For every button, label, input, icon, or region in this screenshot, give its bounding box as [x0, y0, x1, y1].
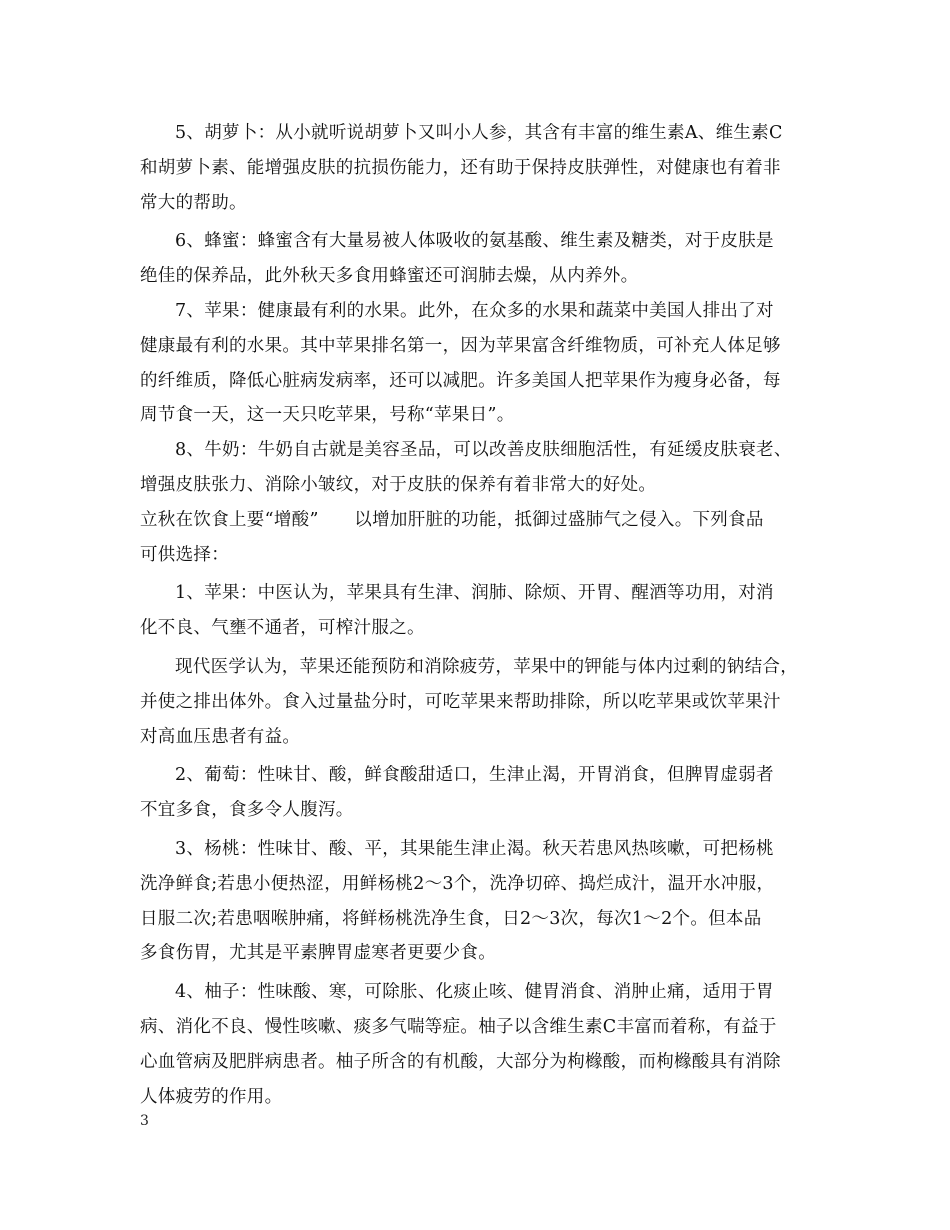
paragraph-line: 化不良、气壅不通者，可榨汁服之。: [140, 618, 425, 639]
paragraph-line: 现代医学认为，苹果还能预防和消除疲劳，苹果中的钾能与体内过剩的钠结合，: [175, 656, 798, 677]
paragraph-line: 的纤维质，降低心脏病发病率，还可以减肥。许多美国人把苹果作为瘦身必备，每: [140, 370, 781, 391]
paragraph-line: 心血管病及肥胖病患者。柚子所含的有机酸，大部分为枸橼酸，而枸橼酸具有消除: [140, 1051, 781, 1072]
paragraph-line: 周节食一天，这一天只吃苹果，号称“苹果日”。: [140, 405, 515, 426]
paragraph-line: 洗净鲜食;若患小便热涩，用鲜杨桃2～3个，洗净切碎、捣烂成汁，温开水冲服，: [140, 873, 775, 894]
paragraph-line: 常大的帮助。: [140, 192, 247, 213]
paragraph-line: 对高血压患者有益。: [140, 726, 301, 747]
paragraph-line: 人体疲劳的作用。: [140, 1086, 283, 1107]
paragraph-line: 6、蜂蜜：蜂蜜含有大量易被人体吸收的氨基酸、维生素及糖类，对于皮肤是: [175, 231, 774, 252]
paragraph-line: 绝佳的保养品，此外秋天多食用蜂蜜还可润肺去燥，从内养外。: [140, 266, 639, 287]
paragraph-line: 7、苹果：健康最有利的水果。此外，在众多的水果和蔬菜中美国人排出了对: [175, 300, 774, 321]
paragraph-line: 4、柚子：性味酸、寒，可除胀、化痰止咳、健胃消食、消肿止痛，适用于胃: [175, 982, 774, 1003]
paragraph-line: 8、牛奶：牛奶自古就是美容圣品，可以改善皮肤细胞活性，有延缓皮肤衰老、: [175, 440, 792, 461]
paragraph-line: 并使之排出体外。食入过量盐分时，可吃苹果来帮助排除，所以吃苹果或饮苹果汁: [140, 691, 781, 712]
paragraph-line: 5、胡萝卜：从小就听说胡萝卜又叫小人参，其含有丰富的维生素A、维生素C: [175, 123, 783, 143]
paragraph-line: 3、杨桃：性味甘、酸、平，其果能生津止渴。秋天若患风热咳嗽，可把杨桃: [175, 838, 774, 859]
paragraph-line: 2、葡萄：性味甘、酸，鲜食酸甜适口，生津止渴，开胃消食，但脾胃虚弱者: [175, 765, 774, 786]
document-body: [140, 116, 830, 1114]
paragraph-line: 可供选择：: [140, 544, 229, 565]
page-number: 3: [140, 1113, 149, 1129]
paragraph-line: 日服二次;若患咽喉肿痛，将鲜杨桃洗净生食，日2～3次，每次1～2个。但本品: [140, 908, 762, 929]
paragraph-line: 不宜多食，食多令人腹泻。: [140, 800, 354, 821]
paragraph-line: 多食伤胃，尤其是平素脾胃虚寒者更要少食。: [140, 943, 496, 964]
paragraph-line: 立秋在饮食上要“增酸” 以增加肝脏的功能，抵御过盛肺气之侵入。下列食品: [140, 509, 764, 530]
paragraph-line: 1、苹果：中医认为，苹果具有生津、润肺、除烦、开胃、醒酒等功用，对消: [175, 583, 774, 604]
paragraph-line: 健康最有利的水果。其中苹果排名第一，因为苹果富含纤维物质，可补充人体足够: [140, 335, 781, 356]
paragraph-line: 增强皮肤张力、消除小皱纹，对于皮肤的保养有着非常大的好处。: [140, 474, 657, 495]
paragraph-line: 和胡萝卜素、能增强皮肤的抗损伤能力，还有助于保持皮肤弹性，对健康也有着非: [140, 157, 781, 178]
paragraph-line: 病、消化不良、慢性咳嗽、痰多气喘等症。柚子以含维生素C丰富而着称，有益于: [140, 1016, 777, 1037]
